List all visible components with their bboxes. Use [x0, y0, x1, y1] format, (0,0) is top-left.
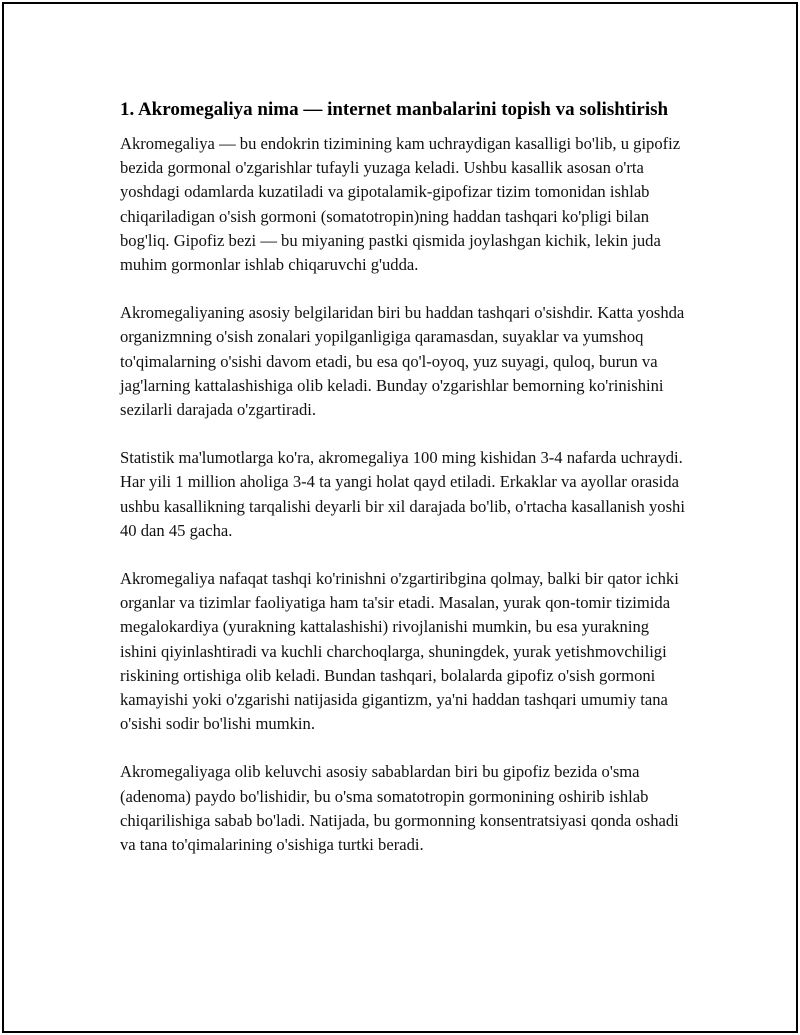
paragraph-complications: Akromegaliya nafaqat tashqi ko'rinishni o'zgartiribgina qolmay, balki bir qator ichki organlar va tizimlar faoliyatiga ham ta'sir etadi. Masalan, yurak qon-tomir tizimida megalokardiya (yurakning kattalashishi) rivojlanishi mumkin, bu esa yurakning ishini qiyinlashtiradi va kuchli charchoqlarga, shuningdek, yurak yetishmovchiligi riskining ortishiga olib keladi. Bundan tashqari, bolalarda gipofiz o'sish gormoni kamayishi yoki o'zgarishi natijasida gigantizm, ya'ni haddan tashqari umumiy tana o'sishi sodir bo'lishi mumkin.: [120, 569, 679, 734]
document-body: [120, 96, 690, 881]
paragraph-statistics: Statistik ma'lumotlarga ko'ra, akromegaliya 100 ming kishidan 3-4 nafarda uchraydi. Har yili 1 million aholiga 3-4 ta yangi holat qayd etiladi. Erkaklar va ayollar orasida ushbu kasallikning tarqalishi deyarli bir xil darajada bo'lib, o'rtacha kasallanish yoshi 40 dan 45 gacha.: [120, 448, 685, 540]
paragraph-causes: Akromegaliyaga olib keluvchi asosiy sabablardan biri bu gipofiz bezida o'sma (adenoma) paydo bo'lishidir, bu o'sma somatotropin gormonining oshirib ishlab chiqarilishiga sabab bo'ladi. Natijada, bu gormonning konsentratsiyasi qonda oshadi va tana to'qimalarining o'sishiga turtki beradi.: [120, 762, 679, 855]
section-title: 1. Akromegaliya nima — internet manbalarini topish va solishtirish: [120, 99, 669, 120]
paragraph-symptoms: Akromegaliyaning asosiy belgilaridan biri bu haddan tashqari o'sishdir. Katta yoshda organizmning o'sish zonalari yopilganligiga qaramasdan, suyaklar va yumshoq to'qimalarning o'sishi davom etadi, bu esa qo'l-oyoq, yuz suyagi, quloq, burun va jag'larning kattalashishiga olib keladi. Bunday o'zgarishlar bemorning ko'rinishini sezilarli darajada o'zgartiradi.: [120, 303, 685, 420]
page-frame: [2, 2, 798, 1033]
paragraph-definition: Akromegaliya — bu endokrin tizimining kam uchraydigan kasalligi bo'lib, u gipofiz bezida gormonal o'zgarishlar tufayli yuzaga keladi. Ushbu kasallik asosan o'rta yoshdagi odamlarda kuzatiladi va gipotalamik-gipofizar tizim tomonidan ishlab chiqariladigan o'sish gormoni (somatotropin)ning haddan tashqari ko'pligi bilan bog'liq. Gipofiz bezi — bu miyaning pastki qismida joylashgan kichik, lekin juda muhim gormonlar ishlab chiqaruvchi g'udda.: [120, 134, 681, 275]
